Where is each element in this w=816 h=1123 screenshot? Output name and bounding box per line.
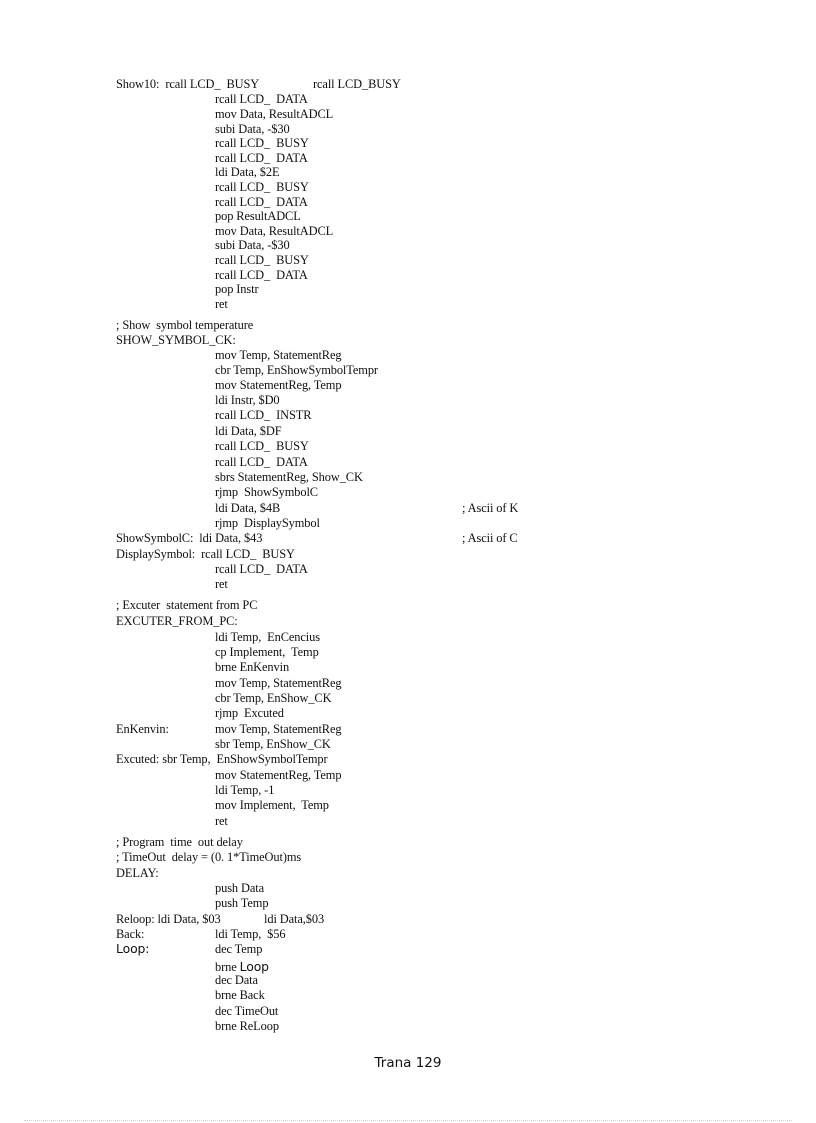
code-label: ; Excuter statement from PC bbox=[116, 598, 258, 612]
code-instruction: rcall LCD_ DATA bbox=[215, 151, 308, 165]
code-instruction: rcall LCD_ INSTR bbox=[215, 408, 312, 422]
code-instruction: ldi Data, $4B bbox=[215, 501, 281, 515]
code-label: Excuted: sbr Temp, EnShowSymbolTempr bbox=[116, 752, 328, 766]
code-instruction: push Temp bbox=[215, 896, 269, 910]
code-instruction: sbrs StatementReg, Show_CK bbox=[215, 470, 363, 484]
code-instruction: mov Data, ResultADCL bbox=[215, 107, 334, 121]
code-instruction: rcall LCD_ BUSY bbox=[215, 136, 309, 150]
code-instruction: ldi Temp, $56 bbox=[215, 927, 286, 941]
code-instruction: mov StatementReg, Temp bbox=[215, 768, 342, 782]
code-label: ; Show symbol temperature bbox=[116, 318, 254, 332]
code-instruction: ret bbox=[215, 297, 228, 311]
code-instruction: mov Temp, StatementReg bbox=[215, 348, 342, 362]
code-label: DisplaySymbol: rcall LCD_ BUSY bbox=[116, 547, 295, 561]
bottom-divider bbox=[24, 1120, 792, 1121]
code-label: ; Program time out delay bbox=[116, 835, 243, 849]
code-instruction: cp Implement, Temp bbox=[215, 645, 319, 659]
code-label: EnKenvin: bbox=[116, 722, 169, 736]
code-instruction: rcall LCD_ BUSY bbox=[215, 439, 309, 453]
code-instruction: mov Implement, Temp bbox=[215, 798, 329, 812]
code-instruction: ldi Temp, EnCencius bbox=[215, 630, 320, 644]
code-label: ShowSymbolC: ldi Data, $43 bbox=[116, 531, 263, 545]
code-label: DELAY: bbox=[116, 866, 159, 880]
code-instruction: rcall LCD_ DATA bbox=[215, 195, 308, 209]
code-instruction: dec Temp bbox=[215, 942, 263, 956]
code-instruction: pop Instr bbox=[215, 282, 259, 296]
code-instruction: rcall LCD_ BUSY bbox=[215, 180, 309, 194]
code-branch-target: Loop bbox=[239, 959, 269, 974]
code-instruction: subi Data, -$30 bbox=[215, 238, 290, 252]
code-comment: ; Ascii of C bbox=[462, 531, 518, 545]
code-instruction: ldi Temp, -1 bbox=[215, 783, 275, 797]
code-instruction: rcall LCD_ DATA bbox=[215, 92, 308, 106]
code-instruction: pop ResultADCL bbox=[215, 209, 301, 223]
code-instruction: dec Data bbox=[215, 973, 258, 987]
code-instruction: rjmp DisplaySymbol bbox=[215, 516, 320, 530]
code-instruction: brne ReLoop bbox=[215, 1019, 279, 1033]
code-instruction: mov Data, ResultADCL bbox=[215, 224, 334, 238]
code-label: Reloop: ldi Data, $03 bbox=[116, 912, 221, 926]
code-instruction: ret bbox=[215, 577, 228, 591]
code-label: EXCUTER_FROM_PC: bbox=[116, 614, 238, 628]
code-instruction: cbr Temp, EnShowSymbolTempr bbox=[215, 363, 378, 377]
code-instruction: rcall LCD_ DATA bbox=[215, 268, 308, 282]
code-instruction: ldi Instr, $D0 bbox=[215, 393, 280, 407]
code-instruction: brne EnKenvin bbox=[215, 660, 290, 674]
code-instruction: push Data bbox=[215, 881, 264, 895]
code-instruction: rcall LCD_ DATA bbox=[215, 562, 308, 576]
code-comment: ; Ascii of K bbox=[462, 501, 519, 515]
code-instruction: ldi Data, $2E bbox=[215, 165, 280, 179]
code-instruction: subi Data, -$30 bbox=[215, 122, 290, 136]
code-instruction: mov StatementReg, Temp bbox=[215, 378, 342, 392]
code-instruction: ldi Data, $DF bbox=[215, 424, 282, 438]
code-label: ; TimeOut delay = (0. 1*TimeOut)ms bbox=[116, 850, 302, 864]
code-instruction: mov Temp, StatementReg bbox=[215, 722, 342, 736]
code-instruction: brne Back bbox=[215, 988, 265, 1002]
code-alt-instruction: ldi Data,$03 bbox=[264, 912, 325, 926]
code-alt-instruction: rcall LCD_BUSY bbox=[313, 77, 401, 91]
page-footer: Trana 129 bbox=[374, 1055, 442, 1071]
code-instruction: cbr Temp, EnShow_CK bbox=[215, 691, 332, 705]
code-label: Loop: bbox=[116, 941, 150, 956]
code-instruction: dec TimeOut bbox=[215, 1004, 279, 1018]
code-label: Back: bbox=[116, 927, 145, 941]
code-instruction: rcall LCD_ DATA bbox=[215, 455, 308, 469]
code-label: Show10: rcall LCD_ BUSY bbox=[116, 77, 260, 91]
code-instruction: rjmp ShowSymbolC bbox=[215, 485, 318, 499]
code-label: SHOW_SYMBOL_CK: bbox=[116, 333, 236, 347]
code-instruction: rjmp Excuted bbox=[215, 706, 284, 720]
code-instruction: ret bbox=[215, 814, 228, 828]
code-instruction: brne Loop bbox=[215, 959, 269, 974]
code-instruction: mov Temp, StatementReg bbox=[215, 676, 342, 690]
code-instruction: sbr Temp, EnShow_CK bbox=[215, 737, 331, 751]
code-instruction: rcall LCD_ BUSY bbox=[215, 253, 309, 267]
